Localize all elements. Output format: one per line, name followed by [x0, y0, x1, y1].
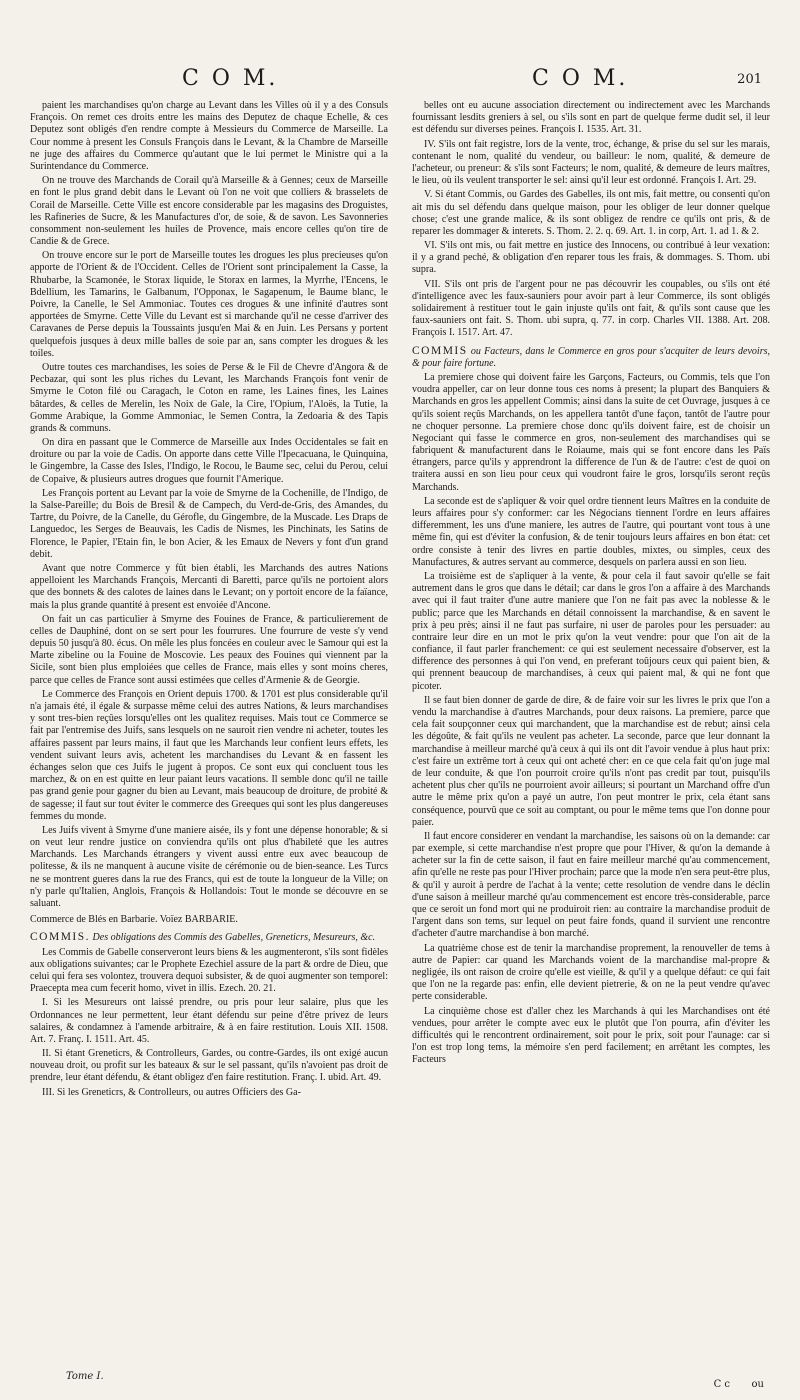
paragraph: On fait un cas particulier à Smyrne des Fouines de France, & particulierement de celles de Dauphiné, dont on se sert pour les fourrures. Une fourrure de veste s'y vend depuis 50 jusqu'à 80. écus. On mêle les plus foncées en couleur avec le Samour qui est la Marte zibeline ou la Fouine de Moscovie. Les peaux des Fouines qui viennent par la Sicile, sont bien plus emploiées que celles de France, mais elles y sont moins cheres, parce que celles de France sont aussi estimées que celles d'Armenie & de Georgie.	[30, 613, 388, 686]
entry-subtitle-2: ou Facteurs, dans le Commerce en gros pour s'acquiter de leurs devoirs, & pour faire fortune.	[412, 345, 770, 369]
text-columns	[30, 100, 770, 1380]
paragraph: II. Si étant Greneticrs, & Controlleurs, Gardes, ou contre-Gardes, ils ont exigé aucun nouveau droit, ou profit sur les bateaux & sur le sel passant, qu'ils n'avoient pas droit de prendre, leur étant défendu, & étant obligez d'en faire restitution. Franç. I. ubid. Art. 49.	[30, 1048, 388, 1084]
paragraph: paient les marchandises qu'on charge au Levant dans les Villes où il y a des Consuls François. On remet ces droits entre les mains des Deputez de chaque Echelle, & ces Deputez sont obligés d'en rendre compte à Messieurs du Commerce de Marseille. La Cour nomme à present les Consuls François dans le Levant, & la Chambre de Marseille ne juge des affaires du Commerce qu'autant que le lui permet le Ministre qui a la Surintendance du Commerce.	[30, 100, 388, 172]
paragraph: La quatrième chose est de tenir la marchandise proprement, la renouveller de tems à autre de Papier: car quand les Marchands voient de la marchandise mal-propre & negligée, ils ont raison de croire qu'elle est vieille, & qu'il y a quelque défaut: ce qui fait que l'on ne la regarde pas: enfin, elle devient pietrerie, & on ne la peut vendre qu'avec perte considerable.	[412, 942, 770, 1003]
paragraph: IV. S'ils ont fait registre, lors de la vente, troc, échange, & prise du sel sur les marais, contenant le nom, qualité du vendeur, ou bailleur: le nom, qualité, & demeure de l'acheteur, ou preneur: & s'ils sont Facteurs; le nom, qualité, & demeure de leurs maîtres, le lieu, où ils veulent transporter le sel: ainsi qu'il leur est ordonné. François I. Art. 29.	[412, 138, 770, 187]
entry-heading-commis	[30, 930, 388, 944]
entry-headword-2: COMMIS	[412, 344, 468, 357]
paragraph: On ne trouve des Marchands de Corail qu'à Marseille & à Gennes; ceux de Marseille en font le plus grand debit dans le Levant où l'on ne voit que colliers & brasselets de Corail de Marseille. Cette Ville est encore considerable par les magasins des Droguistes, les Rafineries de Sucre, & les Manufactures d'or, de soie, & de savon. Les Savonneries consomment non-seulement les huiles de Provence, mais encore celles qu'on tire de Candie & de Grece.	[30, 175, 388, 248]
paragraph: Il se faut bien donner de garde de dire, & de faire voir sur les livres le prix que l'on a vendu la marchandise à d'autres Marchands, pour deux raisons. La premiere, parce que cela fait soupçonner ceux qui marchandent, que la marchandise est de rebut; ainsi cela les dégoûte, & fait qu'ils ne veulent pas acheter. La seconde, parce que leur donnant la marchandise à meilleur marché qu'à ceux à qui ils ont dit l'avoir vendue à plus haut prix: c'est faire un extrême tort à ceux qui ont acheté cher: en ce que cela fait qu'on juge mal de leur conduite, & que l'on pourroit croire qu'ils n'ont pas credit par tout, puisqu'ils achetent plus cher qu'ils ne pourroient avoir ailleurs; si pourtant un Marchand offre d'un autre le même prix qu'on a payé un autre, l'on peut montrer le prix, cela étant sans conséquence, pourvû que ce soit au comptant, ou pour le même tems que l'on donne pour paier.	[412, 694, 770, 828]
cross-reference: Commerce de Blés en Barbarie. Voïez BARBARIE.	[30, 914, 238, 926]
catchword: ou	[751, 1379, 764, 1390]
paragraph: belles ont eu aucune association directement ou indirectement avec les Marchands fournissant lesdits greniers à sel, ou s'ils sont en part de quelque ferme dudit sel, il leur est défendu sur diverses peines. François I. 1535. Art. 31.	[412, 100, 770, 136]
running-head-right: C O M.	[532, 66, 629, 91]
paragraph: V. Si étant Commis, ou Gardes des Gabelles, ils ont mis, fait mettre, ou consenti qu'on ait mis du sel défendu dans quelque maison, pour les obliger de leur donner quelque chose; c'est une grande malice, & ils sont obligez de rendre ce qu'ils ont pris, & de reparer les dommager & interets. S. Thom. 2. 2. q. 69. Art. 1. in corp, Art. 1. ad 1. & 2.	[412, 189, 770, 237]
right-column	[412, 100, 770, 1380]
paragraph: La seconde est de s'apliquer & voir quel ordre tiennent leurs Maîtres en la conduite de leurs affaires pour s'y conformer: car les Négocians tiennent l'ordre en leurs affaires differemment, les uns d'une maniere, les autres de l'autre, qui pourtant vont tous à une même fin, qui est d'éviter la confusion, & de tenir toujours leurs affaires en bon état: cet ordre consiste à tenir des livres en partie doubles, mixtes, ou simples, ceux des Manufactures, & autres servant au commerce, desquels on parlera aussi en son lieu.	[412, 495, 770, 568]
running-head-left: C O M.	[182, 66, 279, 91]
entry-headword: COMMIS.	[30, 931, 91, 944]
entry-heading-commis-facteurs	[412, 344, 770, 370]
signature-mark: C c	[713, 1379, 730, 1390]
paragraph: Les François portent au Levant par la voie de Smyrne de la Cochenille, de l'Indigo, de la Salse-Pareille; du Bois de Bresil & de Campech, du Verd-de-Gris, des Amandes, du Tartre, du Poivre, de la Canelle, du Gérofle, du Gingembre, de la Muscade. Les Draps de Languedoc, les Serges de Beauvais, les Cadis de Nismes, les Pinchinats, les Satins de Florence, le Papier, l'Etain fin, le bon Acier, & les Emaux de Nevers y font d'un grand debit.	[30, 487, 388, 560]
running-head	[32, 66, 768, 92]
paragraph: La troisième est de s'apliquer à la vente, & pour cela il faut savoir qu'elle se fait autrement dans le gros que dans le détail; car dans le gros l'on a affaire à des Marchands avec qui il faut traiter d'une autre maniere que l'on ne fait pas avec la noblesse & le public; parce que les Marchands en détail connoissent la marchandise, & en savent le prix à peu près; ainsi il ne faut pas surfaire, ni user de paroles pour les persuader: au contraire leur dire en un mot le prix qu'on la veut vendre: pour que l'on ait de la confiance, il faut parler franchement: ce qui est seulement necessaire d'observer, est la difference des personnes à qui l'on vend, en preferant toûjours ceux qui paient bien, & qui prennent beaucoup de marchandises, à ceux qui paient mal, & qui ne font que picoter.	[412, 570, 770, 692]
paragraph: On dira en passant que le Commerce de Marseille aux Indes Occidentales se fait en droiture ou par la voie de Cadis. On apporte dans cette Ville l'Ipecacuana, le Quinquina, le Gingembre, la Casse des Isles, l'Indigo, le Rocou, le Baume sec, celui du Perou, celui de Copaive, & plusieurs autres drogues que fournit l'Amerique.	[30, 437, 388, 485]
paragraph: On trouve encore sur le port de Marseille toutes les drogues les plus precieuses qu'on apporte de l'Orient & de l'Occident. Celles de l'Orient sont principalement la Casse, la Rhubarbe, la Scamonée, le Storax liquide, le Storax en larmes, la Myrrhe, l'Encens, le Bdellium, les Tamarins, le Galbanum, l'Opponax, le Sagapenum, le Baume blanc, le Poivre, la Canelle, le Sel Ammoniac. Toutes ces drogues & une infinité d'autres sont apportées de Smyrne. Cette Ville du Levant est si marchande qu'il ne cesse d'arriver des Caravanes de Perse depuis la Toussaints jusqu'en Mai & en Juin. Les Persans y portent quelquefois jusques à deux mille balles de soie par an, sans compter les drogues & les toiles.	[30, 250, 388, 359]
paragraph: Le Commerce des François en Orient depuis 1700. & 1701 est plus considerable qu'il n'a jamais été, il égale & surpasse même celui des autres Nations, & leurs marchandises y sont tres-bien reçûes lorsqu'elles ont les qualitez requises. Mais tout ce Commerce se fait par l'entremise des Juifs, sans lesquels on ne sauroit rien vendre ni acheter, toutes les affaires passent par leurs mains, il faut que les Marchands leur confient leurs effets, les vendent suivant leurs avis, achetent les marchandises du Levant & en fassent les échanges selon que ces Juifs le jugent à propos. Ce sont eux qui concluent tous les marchez, & on en est quitte en leur paiant leurs vacations. Il semble donc qu'il ne taille pas grand genie pour gagner du bien au Levant, mais beaucoup de droiture, de probité & de sagesse; il faut sur tout éviter le commerce des Greeques qui sont les plus dangereuses femmes du monde.	[30, 688, 388, 822]
paragraph: III. Si les Greneticrs, & Controlleurs, ou autres Officiers des Ga-	[42, 1086, 301, 1098]
paragraph: La premiere chose qui doivent faire les Garçons, Facteurs, ou Commis, tels que l'on voudra appeller, car on leur donne tous ces noms à present; la plupart des Banquiers & Marchands en gros les appellent Commis; ainsi dans la suite de cet Ouvrage, jusques à ce qu'ils soient reçûs Marchands, on les appellera tantôt d'une façon, tantôt de l'autre pour ne choquer personne. La premiere chose donc qu'ils doivent faire, est de choisir un Negociant qui fasse le commerce en gros, non-seulement des marchandises qui se fabriquent & manufacturent dans le Roiaume, mais qui se font encore dans les Païs étrangers, parce qu'ils y apprendront la difference de l'un & de l'autre: c'est de quoi on traitera aussi en son lieu pour ceux qui voudront faire le gros, lorsqu'ils seront reçûs Marchands.	[412, 371, 770, 493]
paragraph: La cinquième chose est d'aller chez les Marchands à qui les Marchandises ont été vendues, pour arrêter le compte avec eux le plutôt que l'on pourra, afin d'éviter les difficultés qui le rencontrent ordinairement, soit pour le prix, soit pour l'aunage: car si l'on est trop long tems, la mémoire s'en perd facilement; en arrêtant les comptes, les Facteurs	[412, 1005, 770, 1066]
paragraph: Avant que notre Commerce y fût bien établi, les Marchands des autres Nations appelloient les Marchands François, Mercanti di Baretti, parce qu'ils ne portoient alors que des bonnets & des calotes de laines dans le Levant; on y portoit encore de la faïance, mais la plus grande quantité à present est envoiée d'Ancone.	[30, 562, 388, 611]
page-number: 201	[737, 72, 762, 87]
paragraph: I. Si les Mesureurs ont laissé prendre, ou pris pour leur salaire, plus que les Ordonnances ne leur permettent, leur étant défendu sur peine d'être privez de leurs salaires, & condamnez à l'amende arbitraire, & à en faire restitution. Louis XII. 1508. Art. 7. Franç. I. 1511. Art. 45.	[30, 997, 388, 1045]
right-column-paragraphs	[412, 100, 770, 340]
paragraph: VI. S'ils ont mis, ou fait mettre en justice des Innocens, ou contribué à leur vexation: il y a grand peché, & obligation d'en reparer tous les frais, & dommages. S. Thom. ubi supra.	[412, 240, 770, 276]
entry-subtitle: Des obligations des Commis des Gabelles, Greneticrs, Mesureurs, &c.	[92, 932, 376, 944]
paragraph: Outre toutes ces marchandises, les soies de Perse & le Fil de Chevre d'Angora & de Pecbazar, qui sont les plus riches du Levant, les Marchands François font venir de Smyrne le Coton filé ou Caragach, le Coton en rame, les Laines fines, les Laines bâtardes, & celles de Merelin, les Noix de Gale, la Cire, l'Opium, l'Aloës, la Tutie, la Gomme Arabique, la Gomme Ammoniac, le Semen Contra, la Zedoaria & des Tapis grands & communs.	[30, 361, 388, 434]
paragraph: VII. S'ils ont pris de l'argent pour ne pas découvrir les coupables, ou s'ils ont été d'intelligence avec les faux-sauniers pour avoir part à leur Commerce, ils sont obligés solidairement à restituer tout le gain injuste qu'ils ont fait, & qu'ils sont cause que les faux-sauniers ont fait. S. Thom. ubi supra, q. 77. in corp. Charles VII. 1388. Art. 208. François I. 1517. Art. 47.	[412, 278, 770, 339]
volume-footer: Tome I.	[66, 1371, 104, 1382]
paragraph: Il faut encore considerer en vendant la marchandise, les saisons où on la demande: car par exemple, si cette marchandise n'est propre que pour l'Hiver, & qu'on la demande à acheter sur la fin de cette saison, il faut en faire meilleur marché qu'au commencement, afin qu'elle ne reste pas pour l'Hiver prochain; parce que la mode n'en sera peut-être plus, & qu'il y auroit à perdre de l'achat à la vente; cette resolution de vendre dans le déclin d'une saison à meilleur marché qu'au commencement est encore très-considerable, parce que ce seroit un fond mort qui ne produiroit rien: au contraire la marchandise produit de l'argent dans son tems, sur lequel on peut faire fonds, quand il survient une rencontre d'acheter d'autre marchandise à bon marché.	[412, 830, 770, 940]
paragraph: Les Commis de Gabelle conserveront leurs biens & les augmenteront, s'ils sont fidèles aux obligations suivantes; car le Prophete Ezechiel assure de la part & ordre de Dieu, que celui qui fera ses volontez, trouvera dequoi subsister, & de quoi augmenter son temporel: Praecepta mea cum fecerit homo, vivet in illis. Ezech. 20. 21.	[30, 946, 388, 995]
left-column-paragraphs-2	[30, 947, 388, 1099]
left-column-paragraphs	[30, 100, 388, 910]
paragraph: Les Juifs vivent à Smyrne d'une maniere aisée, ils y font une dépense honorable; & si on veut leur rendre justice on conviendra qu'ils ont plus d'habileté que les autres Marchands. Les Marchands étrangers y vivent aussi entre eux avec beaucoup de politesse, & ils ne manquent à aucune visite de cérémonie ou de bien-seance. Les Turcs ne se montrent gueres dans la rue des Francs, qui est de toute la longueur de la Ville; on n'y parle qu'Italien, Anglois, François & Hollandois: Tout le monde se découvre en se saluant.	[30, 824, 388, 909]
right-column-paragraphs-2	[412, 372, 770, 1067]
left-column	[30, 100, 388, 1380]
